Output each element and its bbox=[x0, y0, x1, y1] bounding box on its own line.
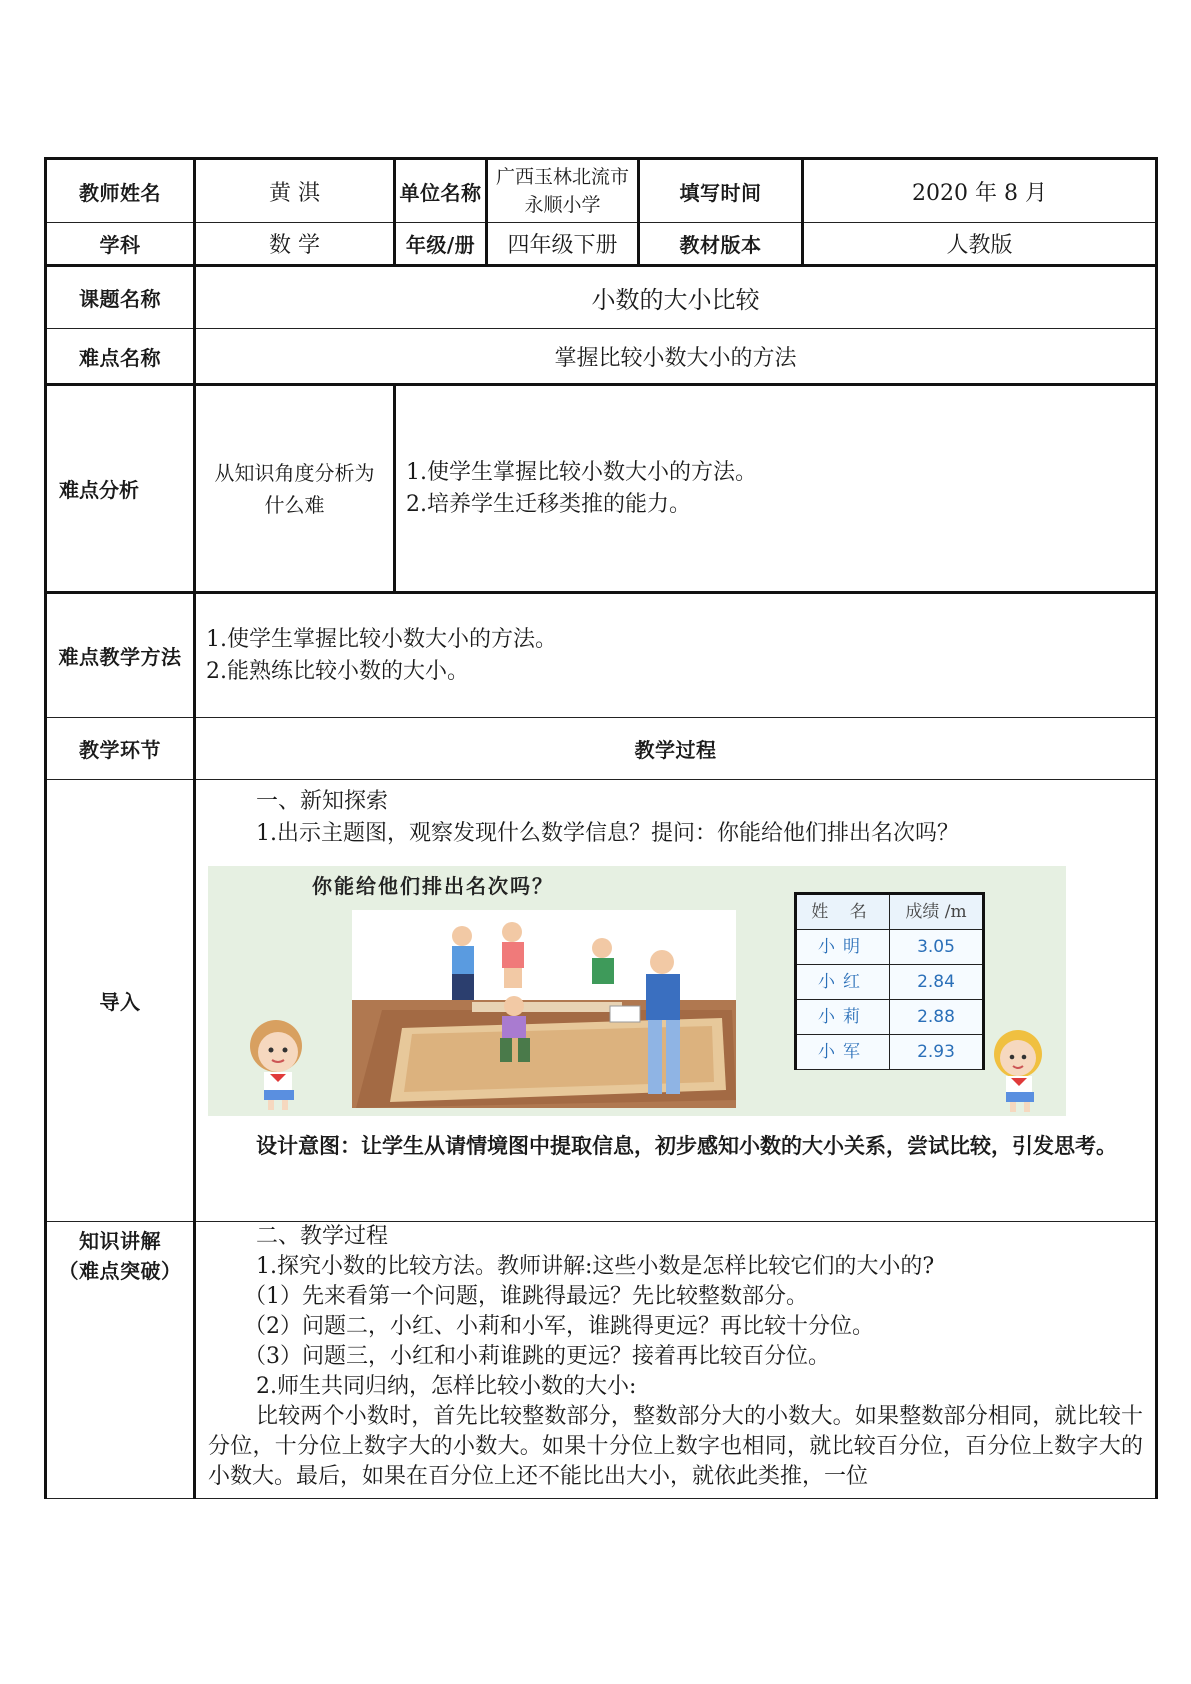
intro-heading: 一、新知探索 bbox=[256, 789, 389, 814]
score-row bbox=[796, 1035, 984, 1070]
score-header-score: 成绩 /m bbox=[890, 894, 984, 930]
theme-illustration bbox=[208, 866, 1066, 1116]
analysis-items bbox=[395, 385, 1157, 593]
score-row-name: 小红 bbox=[796, 965, 890, 1000]
unit-value-line1: 广西玉林北流市 bbox=[495, 166, 629, 188]
knowledge-label bbox=[46, 1222, 195, 1499]
intro-line-1: 1.出示主题图，观察发现什么数学信息？提问：你能给他们排出名次吗？ bbox=[256, 821, 959, 846]
girl-right-figure bbox=[976, 1026, 1064, 1114]
score-row-name: 小莉 bbox=[796, 1000, 890, 1035]
analysis-label: 难点分析 bbox=[46, 385, 195, 593]
knowledge-line-4: （3）问题三，小红和小莉谁跳的更远？接着再比较百分位。 bbox=[244, 1344, 830, 1369]
header-row-1 bbox=[46, 159, 1157, 223]
score-row-value: 3.05 bbox=[890, 930, 984, 965]
knowledge-label-line1: 知识讲解 bbox=[79, 1229, 161, 1253]
header-row-2 bbox=[46, 223, 1157, 266]
knowledge-line-3: （2）问题二，小红、小莉和小军，谁跳得更远？再比较十分位。 bbox=[244, 1314, 874, 1339]
unit-value bbox=[487, 159, 639, 223]
knowledge-line-1: 1.探究小数的比较方法。教师讲解:这些小数是怎样比较它们的大小的? bbox=[256, 1254, 935, 1279]
analysis-item-2: 2.培养学生迁移类推的能力。 bbox=[406, 491, 691, 517]
lesson-plan-table bbox=[44, 157, 1158, 1499]
topic-row bbox=[46, 266, 1157, 329]
teacher-label: 教师姓名 bbox=[46, 159, 195, 223]
knowledge-label-line2: （难点突破） bbox=[58, 1259, 182, 1283]
method-label: 难点教学方法 bbox=[46, 593, 195, 718]
knowledge-line-2: （1）先来看第一个问题，谁跳得最远？先比较整数部分。 bbox=[244, 1284, 808, 1309]
knowledge-heading: 二、教学过程 bbox=[256, 1224, 389, 1249]
teacher-value: 黄 淇 bbox=[195, 159, 395, 223]
edition-value: 人教版 bbox=[803, 223, 1157, 266]
score-row bbox=[796, 965, 984, 1000]
knowledge-content bbox=[195, 1222, 1157, 1499]
grade-label: 年级/册 bbox=[395, 223, 487, 266]
knowledge-row bbox=[46, 1222, 1157, 1499]
time-value: 2020 年 8 月 bbox=[803, 159, 1157, 223]
knowledge-paragraph: 比较两个小数时，首先比较整数部分，整数部分大的小数大。如果整数部分相同，就比较十分位，十分位上数字大的小数大。如果十分位上数字也相同，就比较百分位，百分位上数字大的小数大。最后，如果在百分位上还不能比出大小，就依此类推，一位 bbox=[208, 1404, 1143, 1489]
difficulty-value: 掌握比较小数大小的方法 bbox=[195, 329, 1157, 385]
analysis-sub-label: 从知识角度分析为什么难 bbox=[195, 385, 395, 593]
design-intent: 设计意图：让学生从请情境图中提取信息，初步感知小数的大小关系，尝试比较，引发思考。 bbox=[256, 1134, 1117, 1158]
score-table-header bbox=[796, 894, 984, 930]
unit-value-line2: 永顺小学 bbox=[524, 194, 601, 216]
score-row-name: 小明 bbox=[796, 930, 890, 965]
subject-label: 学科 bbox=[46, 223, 195, 266]
score-row-name: 小军 bbox=[796, 1035, 890, 1070]
time-label: 填写时间 bbox=[639, 159, 803, 223]
method-row bbox=[46, 593, 1157, 718]
analysis-item-1: 1.使学生掌握比较小数大小的方法。 bbox=[406, 459, 757, 485]
process-header-row bbox=[46, 718, 1157, 780]
difficulty-row bbox=[46, 329, 1157, 385]
score-row-value: 2.84 bbox=[890, 965, 984, 1000]
unit-label: 单位名称 bbox=[395, 159, 487, 223]
method-item-2: 2.能熟练比较小数的大小。 bbox=[206, 658, 469, 684]
lesson-plan-sheet bbox=[44, 157, 1155, 1499]
knowledge-line-5: 2.师生共同归纳，怎样比较小数的大小: bbox=[256, 1374, 637, 1399]
process-value: 教学过程 bbox=[195, 718, 1157, 780]
method-item-1: 1.使学生掌握比较小数大小的方法。 bbox=[206, 626, 557, 652]
illustration-title: 你能给他们排出名次吗？ bbox=[312, 874, 554, 898]
intro-content bbox=[195, 780, 1157, 1222]
analysis-row bbox=[46, 385, 1157, 593]
difficulty-label: 难点名称 bbox=[46, 329, 195, 385]
score-row bbox=[796, 1000, 984, 1035]
grade-value: 四年级下册 bbox=[487, 223, 639, 266]
subject-value: 数 学 bbox=[195, 223, 395, 266]
score-row-value: 2.93 bbox=[890, 1035, 984, 1070]
girl-left-figure bbox=[228, 1016, 332, 1112]
score-header-name: 姓 名 bbox=[796, 894, 890, 930]
score-row-value: 2.88 bbox=[890, 1000, 984, 1035]
score-row bbox=[796, 930, 984, 965]
intro-label: 导入 bbox=[46, 780, 195, 1222]
intro-row bbox=[46, 780, 1157, 1222]
topic-value: 小数的大小比较 bbox=[195, 266, 1157, 329]
score-table bbox=[794, 892, 985, 1070]
process-label: 教学环节 bbox=[46, 718, 195, 780]
topic-label: 课题名称 bbox=[46, 266, 195, 329]
method-items bbox=[195, 593, 1157, 718]
edition-label: 教材版本 bbox=[639, 223, 803, 266]
long-jump-scene bbox=[352, 910, 736, 1108]
